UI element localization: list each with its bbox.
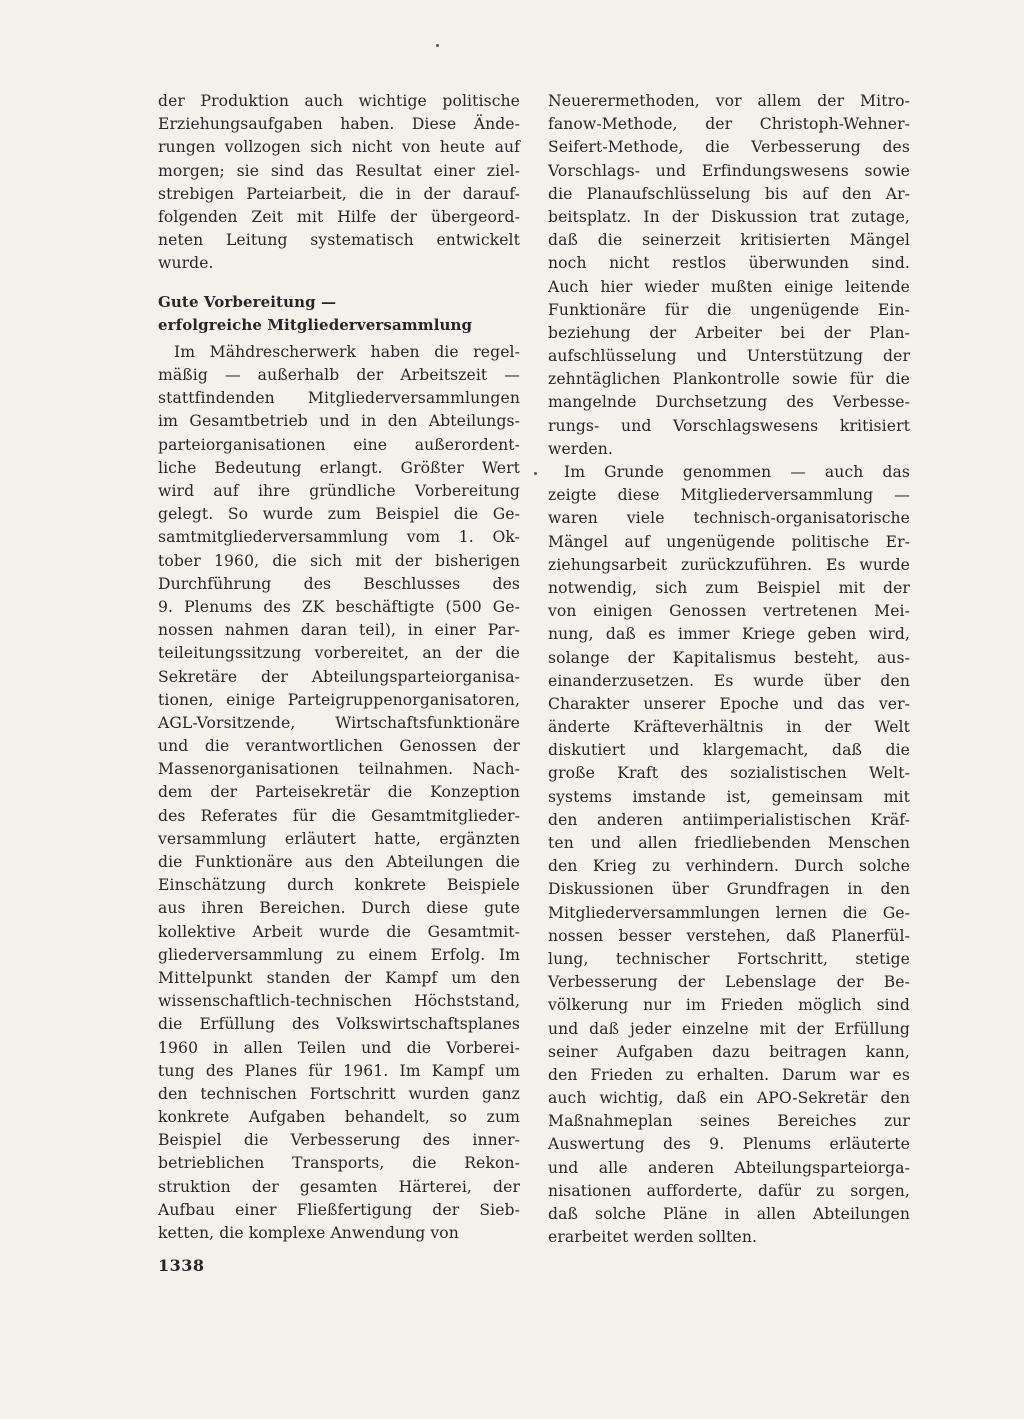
text-line: 1960 in allen Teilen und die Vorberei- bbox=[158, 1038, 520, 1057]
text-line: einanderzusetzen. Es wurde über den bbox=[548, 671, 910, 690]
text-line: tung des Planes für 1961. Im Kampf um bbox=[158, 1061, 520, 1080]
text-line: ten und allen friedliebenden Menschen bbox=[548, 834, 910, 852]
text-line: des Referates für die Gesamtmitglieder- bbox=[158, 806, 520, 825]
text-line: neten Leitung systematisch entwickelt bbox=[158, 231, 520, 250]
text-line: betrieblichen Transports, die Rekon- bbox=[158, 1154, 520, 1173]
text-line: strebigen Parteiarbeit, die in der darauf- bbox=[158, 184, 520, 203]
text-line: tionen, einige Parteigruppenorganisatoren, bbox=[158, 690, 520, 709]
text-line: den Frieden zu erhalten. Darum war es bbox=[548, 1065, 910, 1084]
text-line: daß solche Pläne in allen Abteilungen bbox=[548, 1205, 910, 1223]
text-line: beitsplatz. In der Diskussion trat zutage, bbox=[548, 207, 910, 226]
text-line: Massenorganisationen teilnahmen. Nach- bbox=[158, 760, 520, 779]
text-line: den Krieg zu verhindern. Durch solche bbox=[548, 857, 910, 876]
text-line: parteiorganisationen eine außerordent- bbox=[158, 435, 520, 454]
text-line: Mittelpunkt standen der Kampf um den bbox=[158, 968, 520, 987]
text-line: Mängel auf ungenügende politische Er- bbox=[548, 532, 910, 551]
text-line: versammlung erläutert hatte, ergänzten bbox=[158, 829, 520, 848]
text-line: nossen besser verstehen, daß Planerfül- bbox=[548, 926, 910, 945]
text-line: und alle anderen Abteilungsparteiorga- bbox=[548, 1158, 910, 1177]
text-line: rungen vollzogen sich nicht von heute auf bbox=[158, 138, 520, 157]
text-line: erfolgreiche Mitgliederversammlung bbox=[158, 315, 473, 334]
text-line: der Produktion auch wichtige politische bbox=[158, 92, 520, 110]
text-line: Auch hier wieder mußten einige leitende bbox=[548, 277, 910, 296]
text-line: mäßig — außerhalb der Arbeitszeit — bbox=[158, 366, 520, 385]
paragraph bbox=[548, 461, 910, 1249]
right-column bbox=[548, 90, 910, 1249]
scan-speck bbox=[534, 472, 537, 475]
text-line: im Gesamtbetrieb und in den Abteilungs- bbox=[158, 412, 520, 431]
text-line: von einigen Genossen vertretenen Mei- bbox=[548, 602, 910, 621]
text-line: liche Bedeutung erlangt. Größter Wert bbox=[158, 458, 520, 477]
text-line: morgen; sie sind das Resultat einer ziel- bbox=[158, 161, 520, 180]
text-line: wissenschaftlich-technischen Höchststand, bbox=[158, 992, 520, 1011]
text-line: den anderen antiimperialistischen Kräf- bbox=[548, 810, 910, 829]
text-line: werden. bbox=[548, 439, 613, 458]
text-line: ketten, die komplexe Anwendung von bbox=[158, 1224, 459, 1242]
text-line: solange der Kapitalismus besteht, aus- bbox=[548, 648, 910, 667]
text-line: wird auf ihre gründliche Vorbereitung bbox=[158, 482, 520, 500]
text-line: Gute Vorbereitung — bbox=[158, 292, 337, 311]
text-line: nossen nahmen daran teil), in einer Par- bbox=[158, 621, 520, 640]
text-line: lung, technischer Fortschritt, stetige bbox=[548, 949, 910, 968]
text-line: zeigte diese Mitgliederversammlung — bbox=[548, 486, 910, 505]
text-line: notwendig, sich zum Beispiel mit der bbox=[548, 578, 910, 597]
text-line: und daß jeder einzelne mit der Erfüllung bbox=[548, 1019, 910, 1038]
text-line: die Planaufschlüsselung bis auf den Ar- bbox=[548, 184, 910, 203]
text-line: Beispiel die Verbesserung des inner- bbox=[158, 1131, 520, 1150]
paragraph bbox=[158, 341, 520, 1245]
text-line: Diskussionen über Grundfragen in den bbox=[548, 880, 910, 899]
text-line: Maßnahmeplan seines Bereiches zur bbox=[548, 1112, 910, 1131]
text-line: die Erfüllung des Volkswirtschaftsplanes bbox=[158, 1015, 520, 1034]
text-line: diskutiert und klargemacht, daß die bbox=[548, 741, 910, 760]
text-line: struktion der gesamten Härterei, der bbox=[158, 1177, 520, 1196]
text-line: beziehung der Arbeiter bei der Plan- bbox=[548, 323, 910, 342]
text-line: die Funktionäre aus den Abteilungen die bbox=[158, 853, 520, 871]
text-line: 9. Plenums des ZK beschäftigte (500 Ge- bbox=[158, 597, 520, 616]
text-line: samtmitgliederversammlung vom 1. Ok- bbox=[158, 528, 520, 547]
text-line: noch nicht restlos überwunden sind. bbox=[548, 254, 910, 273]
text-line: Im Grunde genommen — auch das bbox=[564, 463, 910, 481]
text-line: gelegt. So wurde zum Beispiel die Ge- bbox=[158, 505, 520, 524]
text-line: große Kraft des sozialistischen Welt- bbox=[548, 764, 910, 783]
text-line: Auswertung des 9. Plenums erläuterte bbox=[548, 1135, 910, 1154]
text-line: Einschätzung durch konkrete Beispiele bbox=[158, 876, 520, 895]
text-line: mangelnde Durchsetzung des Verbesse- bbox=[548, 393, 910, 412]
text-line: ziehungsarbeit zurückzuführen. Es wurde bbox=[548, 555, 910, 574]
text-line: Funktionäre für die ungenügende Ein- bbox=[548, 300, 910, 319]
text-line: AGL-Vorsitzende, Wirtschaftsfunktionäre bbox=[158, 713, 520, 732]
text-line: änderte Kräfteverhältnis in der Welt bbox=[548, 718, 910, 737]
text-line: Aufbau einer Fließfertigung der Sieb- bbox=[158, 1200, 520, 1219]
text-line: aus ihren Bereichen. Durch diese gute bbox=[158, 899, 520, 918]
text-line: Mitgliederversammlungen lernen die Ge- bbox=[548, 903, 910, 922]
text-line: Durchführung des Beschlusses des bbox=[158, 574, 520, 593]
section-heading bbox=[158, 291, 520, 337]
text-line: nisationen aufforderte, dafür zu sorgen, bbox=[548, 1181, 910, 1200]
text-line: und die verantwortlichen Genossen der bbox=[158, 737, 520, 756]
text-line: Verbesserung der Lebenslage der Be- bbox=[548, 973, 910, 992]
text-line: Im Mähdrescherwerk haben die regel- bbox=[174, 342, 520, 361]
text-line: dem der Parteisekretär die Konzeption bbox=[158, 783, 520, 802]
text-line: aufschlüsselung und Unterstützung der bbox=[548, 347, 910, 366]
text-line: fanow-Methode, der Christoph-Wehner- bbox=[548, 115, 910, 134]
text-line: Charakter unserer Epoche und das ver- bbox=[548, 694, 910, 713]
paragraph bbox=[158, 90, 520, 276]
text-line: wurde. bbox=[158, 254, 214, 273]
paragraph bbox=[548, 90, 910, 461]
text-line: nung, daß es immer Kriege geben wird, bbox=[548, 625, 910, 644]
text-line: systems imstande ist, gemeinsam mit bbox=[548, 787, 910, 806]
text-line: teileitungssitzung vorbereitet, an der die bbox=[158, 644, 520, 663]
page-number: 1338 bbox=[158, 1256, 205, 1275]
text-line: Sekretäre der Abteilungsparteiorganisa- bbox=[158, 667, 520, 686]
text-line: folgenden Zeit mit Hilfe der übergeord- bbox=[158, 207, 520, 226]
text-line: seiner Aufgaben dazu beitragen kann, bbox=[548, 1042, 910, 1061]
text-line: konkrete Aufgaben behandelt, so zum bbox=[158, 1108, 520, 1127]
text-line: Vorschlags- und Erfindungswesens sowie bbox=[548, 161, 910, 180]
text-line: erarbeitet werden sollten. bbox=[548, 1228, 758, 1247]
text-line: völkerung nur im Frieden möglich sind bbox=[548, 996, 910, 1015]
text-line: waren viele technisch-organisatorische bbox=[548, 509, 910, 528]
text-line: zehntäglichen Plankontrolle sowie für die bbox=[548, 370, 910, 389]
text-line: kollektive Arbeit wurde die Gesamtmit- bbox=[158, 922, 520, 941]
text-line: daß die seinerzeit kritisierten Mängel bbox=[548, 231, 910, 250]
text-line: tober 1960, die sich mit der bisherigen bbox=[158, 551, 520, 570]
text-line: Neuerermethoden, vor allem der Mitro- bbox=[548, 92, 910, 110]
text-line: auch wichtig, daß ein APO-Sekretär den bbox=[548, 1089, 910, 1108]
text-line: stattfindenden Mitgliederversammlungen bbox=[158, 389, 520, 408]
text-line: gliederversammlung zu einem Erfolg. Im bbox=[158, 945, 520, 964]
text-line: rungs- und Vorschlagswesens kritisiert bbox=[548, 416, 910, 435]
scan-speck bbox=[436, 44, 439, 47]
left-column bbox=[158, 90, 520, 1245]
text-line: Erziehungsaufgaben haben. Diese Ände- bbox=[158, 115, 520, 134]
text-line: Seifert-Methode, die Verbesserung des bbox=[548, 138, 910, 157]
text-line: den technischen Fortschritt wurden ganz bbox=[158, 1084, 520, 1103]
